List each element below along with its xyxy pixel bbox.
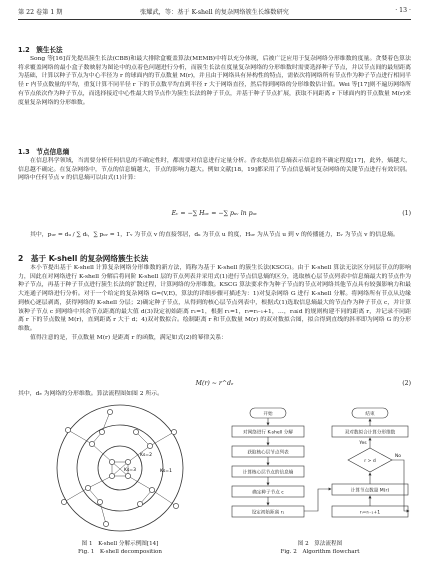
header-issue: 第 22 卷第 1 期 [18,9,63,16]
section-2-paragraph-2: 值得注意的是，节点数量 M(r) 是距离 r 的函数，满足如式(2)的幂律关系： [30,334,228,341]
flow-start-label: 开始 [263,412,273,417]
section-2-title: 2 基于 K-shell 的复杂网络簇生长法 [18,254,149,263]
kshell-label-1: Ks=1 [160,469,172,474]
section-1-3-title: 1.3 节点信息熵 [18,148,70,156]
equation-1-number: (1) [402,210,411,217]
flow-fit-label: 双对数拟合计算分形维数 [344,430,396,436]
kshell-label-2: Ks=2 [140,453,152,458]
flow-incr-label: rᵢ=rᵢ₋₁+1 [359,510,381,516]
flow-step3-label: 计算核心层节点的信息熵 [242,470,294,476]
section-1-3-paragraph: 在信息科学领域，当需要分析任何信息的不确定性时，都需要对信息进行定量分析。香农提出信息熵表示信息的不确定程度[17]，此外，熵越大，信息越不确定。在复杂网络中，节点的信息熵越大，节点的影响力越大。例如文献[18，19]都采用了节点信息熵对复杂网络的关键节点进行有效识别。网络中任何节点 v 的信息熵可以由式(1)计算： [18,158,411,182]
figure-1-kshell-diagram [40,402,200,536]
header-rule [18,19,411,20]
flow-count-label: 计算节点数量 M(r) [350,488,390,494]
running-header [18,7,411,19]
section-1-3-paragraph-2: 其中，pᵤᵥ = dᵤ / ∑ dᵢ，∑ pᵤᵥ = 1，Γᵥ 为节点 v 的直接邻居，dᵤ 为节点 u 的度，Hᵤᵥ 为从节点 u 到 v 的传播能力，Eᵥ 为节点 v 的信息熵。 [30,232,399,238]
section-2-paragraph-3: 其中，dₑ 为网络的分形维数。算法流程图如图 2 所示。 [18,391,164,397]
network-edges [64,412,176,524]
flow-step4-label: 确定种子节点 c [252,490,284,496]
flow-no-label: No [394,454,402,459]
figure-1-caption: 图 1 K-shell 分解示例图[14] Fig. 1 K-shell decomposition [77,541,163,555]
flow-yes-label: Yes [359,441,367,446]
flow-end-label: 结束 [365,412,375,417]
equation-2: M(r) ~ r^dₑ [195,380,234,387]
kshell-ring-2 [77,425,163,511]
equation-2-number: (2) [402,380,411,387]
section-2 [18,254,411,342]
section-1-2-paragraph: Song 等[16]首先提出簇生长法(CBB)和最大排除盒覆盖算法(MEMB)中将以充分体现，后被广泛应用于复杂网络分形维数的度量。贪婪着色算法将求覆盖网络的最小盒子数映射为图论中的点着色问题进行分析，而簇生长法在度量复杂网络的分形维数时需要选择种子节点，并以节点间的最短距离为基础，计算以种子节点为中心半径为 r 的球面内的节点数量 M(r)，并且由于网络具有异构性的特点，需依次将网络所有节点作为种子节点进行相同半径 r 内节点数量的平均，重复计算不同半径 r 下的节点数平均直到半径 r 大于网络直径，然后得到网络的分形维数估计值。Wei 等[17]则不遍历网络所有节点依次作为种子节点，而选择接近中心性最大的节点作为簇生长法的种子节点，并基于种子节点扩展，获取不同距离 r 下球面内的节点数量 M(r)来度量复杂网络的分形维数。 [18,56,411,106]
figure-2-flowchart [228,404,412,534]
flow-step2-label: 获取核心层节点列表 [247,450,289,456]
section-1-2 [18,46,411,107]
equation-1: Eᵥ = −∑ Hᵤᵥ = −∑ pᵤᵥ ln pᵤᵥ [171,210,258,217]
flow-cond-label: r > d [364,459,376,464]
network-nodes [61,409,178,526]
figure-2-caption: 图 2 算法流程图 Fig. 2 Algorithm flowchart [280,541,360,555]
header-page-number: · 13 · [395,7,411,14]
flow-step5-label: 设定初始距离 r₁ [251,510,285,516]
section-1-2-title: 1.2 簇生长法 [18,46,63,54]
kshell-label-3: Ks=3 [124,468,136,473]
section-2-paragraph: 本小节提出基于 K-shell 计算复杂网络分形维数的新方法，简称为基于 K-shell 的簇生长法(KSCG)。由于 K-shell 算法无法区分同层节点的影响力，因此在对网络进行 K-shell 分解后将同阶 K-shell 层的节点列表并采用式(1)进行节点信息熵的区分，选取核心层节点列表中信息熵最大的节点作为种子节点，再基于种子节点进行簇生长法的扩散过程，计算网络的分形维数。KSCG 算法要求作为种子节点的节点对网络其他节点具有较强影响力和最大连通子网络进行分析。对于一个给定的复杂网络 G=(V,E)，算法的详细步骤可描述为：1)对复杂网络 G 进行 K-shell 分解。将网络所有节点从边缘到核心逐层剥离，获得网络的 K-shell 分层；2)确定种子节点，从得到的核心层节点列表中，根据式(1)选取信息熵最大的节点作为种子节点 c，并计算该种子节点 c 到网络中其余节点距离的最大值 d(3)设定初始距离 r₁=1，根据 r₁=1，rᵢ=rᵢ₋₁+1，…，rᵢ≤d 的规则构建不同的距离 r，并记录不同距离 r 下的节点数量 M(r)，直到距离 r 大于 d；4)双对数拟合。绘制距离 r 和节点数量 M(r) 的双对数拟合图，拟合得到直线的斜率即为网络 G 的分形维数。 [18,265,411,332]
kshell-ring-1 [57,405,183,531]
section-1-3 [18,148,411,183]
flow-step1-label: 对网络进行 K-shell 分解 [243,430,293,436]
header-title: 张耀武，等：基于 K-shell 的复杂网络簇生长维数研究 [140,9,289,16]
